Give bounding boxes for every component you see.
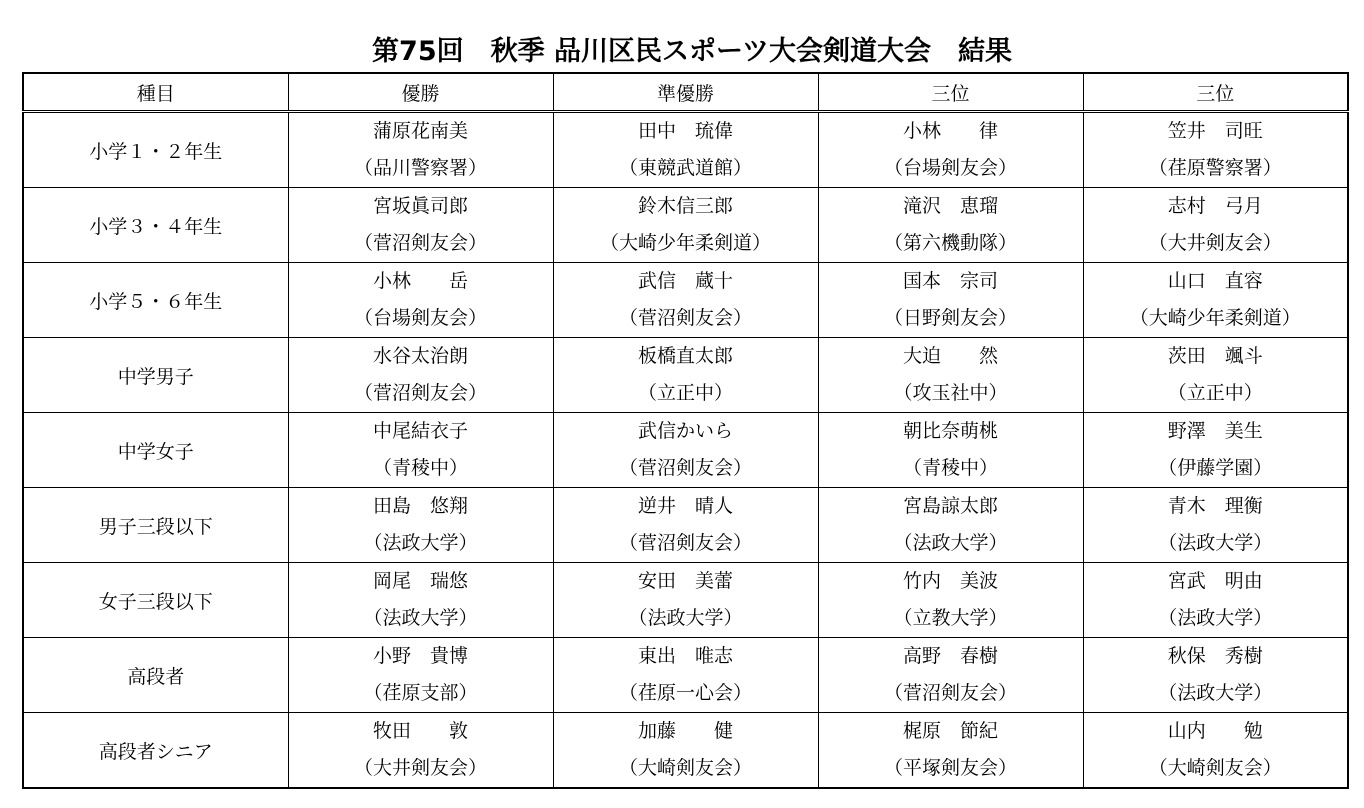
competitor-name: 梶原 節紀 <box>902 720 998 742</box>
third-place-cell <box>1083 338 1348 413</box>
third-place-cell <box>1083 263 1348 338</box>
entry <box>1084 263 1348 337</box>
winner-cell <box>288 488 553 563</box>
competitor-club: （青稜中） <box>372 457 468 479</box>
competitor-club: （菅沼剣友会） <box>618 457 752 479</box>
competitor-club: （第六機動隊） <box>883 232 1017 254</box>
third-place-cell <box>1083 563 1348 638</box>
entry <box>289 638 553 712</box>
column-header-third-place: 三位 <box>1083 73 1348 112</box>
entry <box>289 188 553 262</box>
competitor-name: 逆井 晴人 <box>637 495 733 517</box>
competitor-club: （平塚剣友会） <box>883 757 1017 779</box>
category-cell: 女子三段以下 <box>23 563 288 638</box>
third-place-cell <box>1083 713 1348 789</box>
winner-cell <box>288 263 553 338</box>
competitor-name: 山内 勉 <box>1167 720 1263 742</box>
competitor-name: 宮武 明由 <box>1167 570 1263 592</box>
entry <box>554 638 818 712</box>
runner-up-cell <box>553 338 818 413</box>
header-row <box>23 73 1348 112</box>
category-cell: 小学５・６年生 <box>23 263 288 338</box>
competitor-club: （大崎少年柔剣道） <box>599 232 771 254</box>
competitor-club: （立正中） <box>637 382 733 404</box>
runner-up-cell <box>553 263 818 338</box>
competitor-name: 大迫 然 <box>902 345 998 367</box>
third-place-cell <box>1083 188 1348 263</box>
runner-up-cell <box>553 488 818 563</box>
competitor-name: 宮島諒太郎 <box>902 495 998 517</box>
third-place-cell <box>818 488 1083 563</box>
competitor-name: 田中 琉偉 <box>637 120 733 142</box>
winner-cell <box>288 638 553 713</box>
entry <box>819 563 1083 637</box>
third-place-cell <box>818 413 1083 488</box>
competitor-name: 板橋直太郎 <box>637 345 733 367</box>
competitor-club: （大井剣友会） <box>1148 232 1282 254</box>
entry <box>554 113 818 187</box>
winner-cell <box>288 112 553 188</box>
entry <box>819 113 1083 187</box>
competitor-name: 東出 唯志 <box>637 645 733 667</box>
page-title: 第75回 秋季 品川区民スポーツ大会剣道大会 結果 <box>372 36 1012 67</box>
table-row <box>23 563 1348 638</box>
competitor-club: （法政大学） <box>893 532 1008 554</box>
competitor-club: （荏原支部） <box>363 682 478 704</box>
entry <box>289 338 553 412</box>
competitor-club: （菅沼剣友会） <box>618 307 752 329</box>
entry <box>1084 188 1348 262</box>
competitor-name: 朝比奈萌桃 <box>902 420 998 442</box>
category-cell: 高段者 <box>23 638 288 713</box>
entry <box>554 263 818 337</box>
competitor-club: （立正中） <box>1167 382 1263 404</box>
competitor-name: 中尾結衣子 <box>372 420 468 442</box>
results-body <box>23 112 1348 789</box>
entry <box>1084 113 1348 187</box>
competitor-name: 牧田 敦 <box>372 720 468 742</box>
competitor-name: 田島 悠翔 <box>372 495 468 517</box>
competitor-name: 小林 律 <box>902 120 998 142</box>
entry <box>554 338 818 412</box>
competitor-club: （菅沼剣友会） <box>618 532 752 554</box>
competitor-club: （大崎剣友会） <box>618 757 752 779</box>
third-place-cell <box>1083 112 1348 188</box>
column-header-third-place: 三位 <box>818 73 1083 112</box>
entry <box>1084 638 1348 712</box>
competitor-name: 安田 美蕾 <box>637 570 733 592</box>
entry <box>819 188 1083 262</box>
entry <box>289 113 553 187</box>
table-row <box>23 638 1348 713</box>
runner-up-cell <box>553 713 818 789</box>
category-cell: 中学男子 <box>23 338 288 413</box>
runner-up-cell <box>553 563 818 638</box>
entry <box>289 713 553 787</box>
competitor-name: 宮坂眞司郎 <box>372 195 468 217</box>
competitor-club: （法政大学） <box>628 607 743 629</box>
table-row <box>23 188 1348 263</box>
competitor-club: （大崎少年柔剣道） <box>1129 307 1301 329</box>
competitor-name: 秋保 秀樹 <box>1167 645 1263 667</box>
entry <box>554 188 818 262</box>
competitor-club: （伊藤学園） <box>1158 457 1273 479</box>
competitor-name: 武信 蔵十 <box>637 270 733 292</box>
column-header-runner-up: 準優勝 <box>553 73 818 112</box>
competitor-name: 高野 春樹 <box>902 645 998 667</box>
entry <box>1084 338 1348 412</box>
third-place-cell <box>818 112 1083 188</box>
entry <box>819 263 1083 337</box>
runner-up-cell <box>553 112 818 188</box>
entry <box>289 413 553 487</box>
competitor-name: 加藤 健 <box>637 720 733 742</box>
category-cell: 高段者シニア <box>23 713 288 789</box>
entry <box>1084 413 1348 487</box>
competitor-club: （菅沼剣友会） <box>353 382 487 404</box>
competitor-club: （荏原警察署） <box>1148 157 1282 179</box>
column-header-winner: 優勝 <box>288 73 553 112</box>
table-row <box>23 488 1348 563</box>
competitor-club: （法政大学） <box>1158 532 1273 554</box>
competitor-club: （法政大学） <box>363 607 478 629</box>
entry <box>554 413 818 487</box>
competitor-name: 滝沢 恵瑠 <box>902 195 998 217</box>
competitor-name: 岡尾 瑞悠 <box>372 570 468 592</box>
table-row <box>23 713 1348 789</box>
competitor-club: （菅沼剣友会） <box>353 232 487 254</box>
competitor-name: 国本 宗司 <box>902 270 998 292</box>
winner-cell <box>288 188 553 263</box>
third-place-cell <box>818 563 1083 638</box>
third-place-cell <box>818 713 1083 789</box>
runner-up-cell <box>553 188 818 263</box>
entry <box>554 713 818 787</box>
third-place-cell <box>1083 638 1348 713</box>
competitor-club: （大崎剣友会） <box>1148 757 1282 779</box>
competitor-name: 小野 貴博 <box>372 645 468 667</box>
competitor-club: （台場剣友会） <box>883 157 1017 179</box>
entry <box>554 563 818 637</box>
entry <box>554 488 818 562</box>
competitor-name: 水谷太治朗 <box>372 345 468 367</box>
category-cell: 小学１・２年生 <box>23 112 288 188</box>
winner-cell <box>288 338 553 413</box>
column-header-category: 種目 <box>23 73 288 112</box>
competitor-club: （菅沼剣友会） <box>883 682 1017 704</box>
winner-cell <box>288 413 553 488</box>
competitor-club: （攻玉社中） <box>893 382 1008 404</box>
entry <box>819 338 1083 412</box>
entry <box>289 563 553 637</box>
entry <box>819 713 1083 787</box>
competitor-club: （日野剣友会） <box>883 307 1017 329</box>
category-cell: 小学３・４年生 <box>23 188 288 263</box>
runner-up-cell <box>553 413 818 488</box>
competitor-club: （法政大学） <box>1158 607 1273 629</box>
winner-cell <box>288 563 553 638</box>
competitor-club: （大井剣友会） <box>353 757 487 779</box>
competitor-name: 笠井 司旺 <box>1167 120 1263 142</box>
entry <box>289 488 553 562</box>
entry <box>819 413 1083 487</box>
competitor-name: 武信かいら <box>637 420 733 442</box>
entry <box>819 488 1083 562</box>
competitor-club: （法政大学） <box>363 532 478 554</box>
table-row <box>23 112 1348 188</box>
competitor-name: 竹内 美波 <box>902 570 998 592</box>
third-place-cell <box>818 188 1083 263</box>
competitor-name: 小林 岳 <box>372 270 468 292</box>
entry <box>819 638 1083 712</box>
results-table <box>22 72 1349 789</box>
table-row <box>23 338 1348 413</box>
winner-cell <box>288 713 553 789</box>
third-place-cell <box>818 638 1083 713</box>
competitor-name: 志村 弓月 <box>1167 195 1263 217</box>
competitor-name: 青木 理衡 <box>1167 495 1263 517</box>
competitor-name: 山口 直容 <box>1167 270 1263 292</box>
table-row <box>23 263 1348 338</box>
third-place-cell <box>818 338 1083 413</box>
competitor-name: 野澤 美生 <box>1167 420 1263 442</box>
category-cell: 男子三段以下 <box>23 488 288 563</box>
competitor-name: 茨田 颯斗 <box>1167 345 1263 367</box>
competitor-club: （立教大学） <box>893 607 1008 629</box>
runner-up-cell <box>553 638 818 713</box>
category-cell: 中学女子 <box>23 413 288 488</box>
table-row <box>23 413 1348 488</box>
competitor-club: （品川警察署） <box>353 157 487 179</box>
entry <box>1084 488 1348 562</box>
third-place-cell <box>1083 413 1348 488</box>
competitor-name: 鈴木信三郎 <box>637 195 733 217</box>
competitor-club: （法政大学） <box>1158 682 1273 704</box>
entry <box>1084 563 1348 637</box>
competitor-club: （荏原一心会） <box>618 682 752 704</box>
third-place-cell <box>1083 488 1348 563</box>
competitor-name: 蒲原花南美 <box>372 120 468 142</box>
entry <box>1084 713 1348 787</box>
entry <box>289 263 553 337</box>
competitor-club: （台場剣友会） <box>353 307 487 329</box>
third-place-cell <box>818 263 1083 338</box>
competitor-club: （青稜中） <box>902 457 998 479</box>
competitor-club: （東競武道館） <box>618 157 752 179</box>
